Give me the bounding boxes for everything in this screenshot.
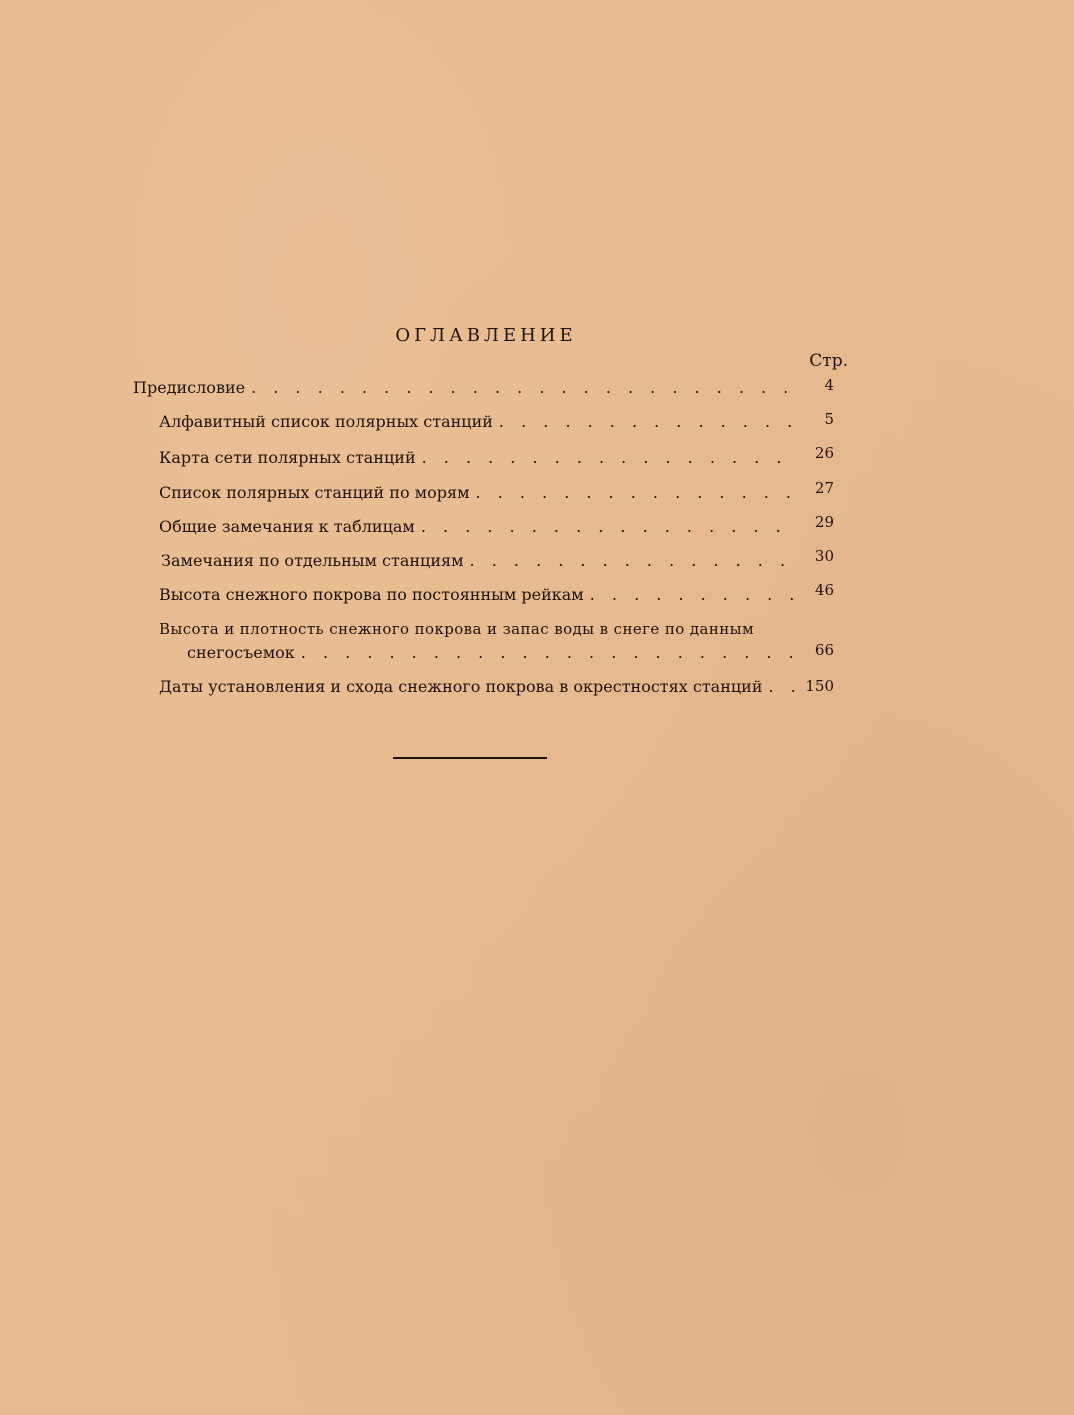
- leader-dots: [251, 378, 795, 397]
- leader-dots: [590, 585, 795, 604]
- toc-entry-page: 150: [805, 677, 834, 695]
- toc-entry-title: Список полярных станций по морям: [159, 483, 470, 502]
- toc-entry-title: Алфавитный список полярных станций: [159, 412, 493, 431]
- toc-entry-page: 26: [814, 444, 834, 462]
- toc-entry-general-notes[interactable]: [159, 517, 795, 536]
- toc-entry-page: 27: [814, 479, 834, 497]
- toc-entry-page: 5: [824, 410, 834, 428]
- leader-dots: [470, 551, 795, 570]
- leader-dots: [476, 483, 795, 502]
- leader-dots: [301, 643, 795, 662]
- toc-title: ОГЛАВЛЕНИЕ: [395, 325, 577, 346]
- toc-entry-snow-depth-rods[interactable]: [159, 585, 795, 604]
- toc-entry-page: 29: [814, 513, 834, 531]
- toc-entry-title: Высота снежного покрова по постоянным рейкам: [159, 585, 584, 604]
- toc-entry-title: Предисловие: [133, 378, 246, 397]
- toc-entry-page: 30: [814, 547, 834, 565]
- toc-entry-snow-survey-line1[interactable]: Высота и плотность снежного покрова и запас воды в снеге по данным: [159, 620, 755, 638]
- toc-entry-stations-by-sea[interactable]: [159, 483, 795, 502]
- toc-entry-page: 66: [814, 641, 834, 659]
- toc-entry-station-notes[interactable]: [161, 551, 795, 570]
- page-column-label: Стр.: [809, 351, 848, 371]
- leader-dots: [422, 448, 795, 467]
- closing-rule: [393, 757, 547, 759]
- toc-entry-preface[interactable]: [133, 378, 795, 397]
- toc-entry-title: Замечания по отдельным станциям: [161, 551, 464, 570]
- toc-entry-page: 46: [814, 581, 834, 599]
- toc-entry-snow-dates[interactable]: [159, 677, 795, 696]
- toc-entry-title: Карта сети полярных станций: [159, 448, 416, 467]
- toc-entry-station-map[interactable]: [159, 448, 795, 467]
- leader-dots: [499, 412, 795, 431]
- toc-entry-title: Даты установления и схода снежного покрова в окрестностях станций: [159, 677, 763, 696]
- toc-entry-snow-survey[interactable]: [187, 643, 795, 662]
- toc-entry-title: снегосъемок: [187, 643, 295, 662]
- toc-entry-station-list[interactable]: [159, 412, 795, 431]
- toc-entry-page: 4: [824, 376, 834, 394]
- toc-entry-title: Общие замечания к таблицам: [159, 517, 415, 536]
- leader-dots: [421, 517, 795, 536]
